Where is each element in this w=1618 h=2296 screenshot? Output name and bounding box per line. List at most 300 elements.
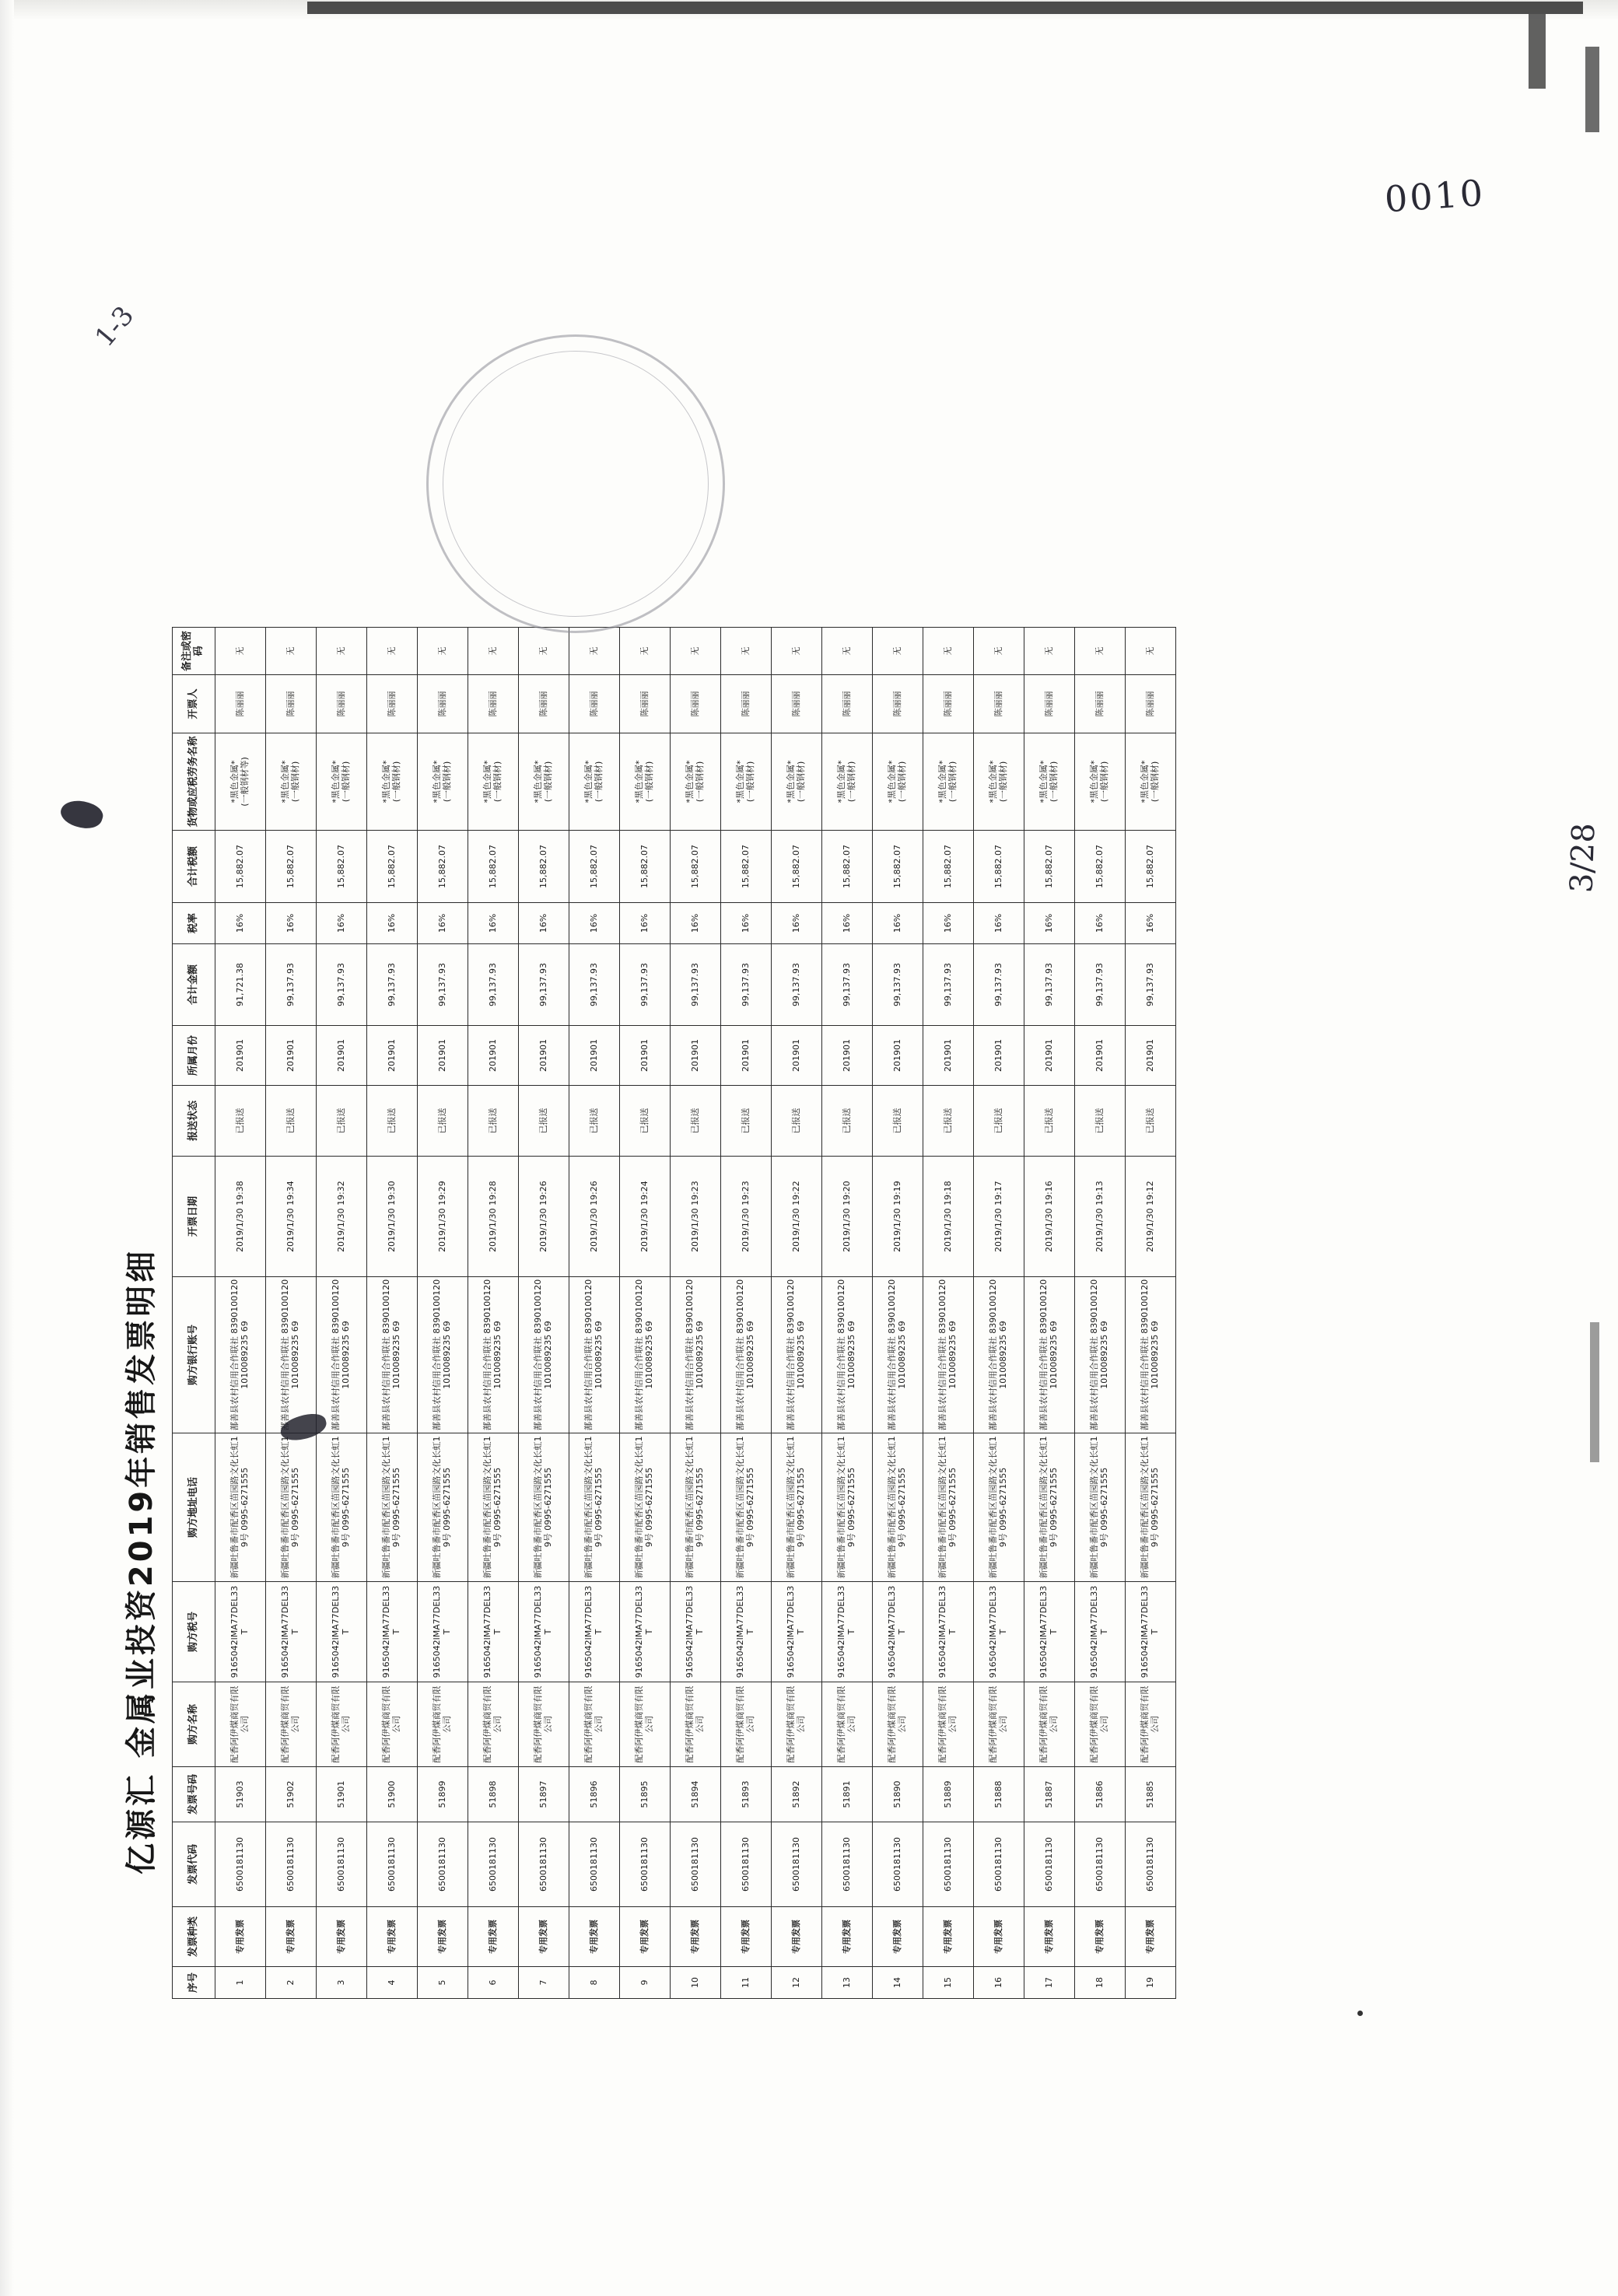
cell-goods-name: *黑色金属* (一般钢材) <box>923 733 974 831</box>
cell-invoice-number: 51897 <box>519 1767 569 1822</box>
cell-drawer: 陈丽丽 <box>569 675 620 733</box>
cell-buyer-tax-id: 9165042lMA77DEL33T <box>1075 1582 1126 1682</box>
cell-buyer-bank-account: 鄯善县农村信用合作联社 83901001201010089235 69 <box>468 1277 519 1433</box>
cell-period: 201901 <box>822 1026 873 1086</box>
cell-total-amount: 99,137.93 <box>1126 944 1176 1026</box>
cell-period: 201901 <box>519 1026 569 1086</box>
cell-buyer-name: 配香阿伊煤商贸有限公司 <box>620 1682 671 1767</box>
cell-buyer-address-phone: 新疆吐鲁番市配香区苗园路文化长虹19号 0995-6271555 <box>822 1433 873 1582</box>
cell-index: 5 <box>418 1967 468 1999</box>
cell-goods-name: *黑色金属* (一般钢材) <box>620 733 671 831</box>
cell-total-tax: 15,882.07 <box>721 831 772 903</box>
cell-index: 15 <box>923 1967 974 1999</box>
cell-remark: 无 <box>772 628 822 675</box>
cell-total-amount: 99,137.93 <box>873 944 923 1026</box>
cell-drawer: 陈丽丽 <box>367 675 418 733</box>
cell-buyer-bank-account: 鄯善县农村信用合作联社 83901001201010089235 69 <box>1024 1277 1075 1433</box>
cell-invoice-type: 专用发票 <box>367 1907 418 1967</box>
cell-buyer-tax-id: 9165042lMA77DEL33T <box>974 1582 1024 1682</box>
cell-goods-name: *黑色金属* (一般钢材) <box>317 733 367 831</box>
cell-buyer-name: 配香阿伊煤商贸有限公司 <box>772 1682 822 1767</box>
cell-index: 9 <box>620 1967 671 1999</box>
cell-buyer-bank-account: 鄯善县农村信用合作联社 83901001201010089235 69 <box>418 1277 468 1433</box>
cell-report-status: 已报送 <box>1075 1086 1126 1157</box>
cell-buyer-name: 配香阿伊煤商贸有限公司 <box>671 1682 721 1767</box>
cell-drawer: 陈丽丽 <box>822 675 873 733</box>
cell-goods-name: *黑色金属* (一般钢材) <box>822 733 873 831</box>
cell-report-status: 已报送 <box>317 1086 367 1157</box>
cell-total-amount: 99,137.93 <box>468 944 519 1026</box>
cell-remark: 无 <box>822 628 873 675</box>
cell-total-amount: 99,137.93 <box>519 944 569 1026</box>
cell-buyer-bank-account: 鄯善县农村信用合作联社 83901001201010089235 69 <box>923 1277 974 1433</box>
col-total-tax: 合计税额 <box>173 831 215 903</box>
cell-total-tax: 15,882.07 <box>317 831 367 903</box>
cell-invoice-code: 6500181130 <box>418 1822 468 1907</box>
table-row <box>1075 628 1126 1999</box>
cell-invoice-type: 专用发票 <box>468 1907 519 1967</box>
cell-drawer: 陈丽丽 <box>418 675 468 733</box>
cell-goods-name: *黑色金属* (一般钢材) <box>418 733 468 831</box>
cell-issue-date: 2019/1/30 19:17 <box>974 1157 1024 1277</box>
cell-report-status: 已报送 <box>266 1086 317 1157</box>
cell-invoice-code: 6500181130 <box>1126 1822 1176 1907</box>
cell-report-status: 已报送 <box>620 1086 671 1157</box>
table-head <box>173 628 215 1999</box>
cell-buyer-tax-id: 9165042lMA77DEL33T <box>418 1582 468 1682</box>
cell-period: 201901 <box>1075 1026 1126 1086</box>
cell-invoice-number: 51889 <box>923 1767 974 1822</box>
cell-remark: 无 <box>620 628 671 675</box>
cell-buyer-tax-id: 9165042lMA77DEL33T <box>822 1582 873 1682</box>
cell-index: 13 <box>822 1967 873 1999</box>
cell-buyer-tax-id: 9165042lMA77DEL33T <box>468 1582 519 1682</box>
cell-remark: 无 <box>974 628 1024 675</box>
cell-report-status: 已报送 <box>468 1086 519 1157</box>
cell-remark: 无 <box>367 628 418 675</box>
cell-buyer-name: 配香阿伊煤商贸有限公司 <box>1024 1682 1075 1767</box>
table-row <box>671 628 721 1999</box>
cell-buyer-bank-account: 鄯善县农村信用合作联社 83901001201010089235 69 <box>1126 1277 1176 1433</box>
cell-issue-date: 2019/1/30 19:26 <box>519 1157 569 1277</box>
cell-buyer-name: 配香阿伊煤商贸有限公司 <box>418 1682 468 1767</box>
cell-goods-name: *黑色金属* (一般钢材) <box>1075 733 1126 831</box>
table-row <box>620 628 671 1999</box>
cell-total-tax: 15,882.07 <box>367 831 418 903</box>
cell-period: 201901 <box>317 1026 367 1086</box>
cell-tax-rate: 16% <box>266 903 317 944</box>
cell-buyer-name: 配香阿伊煤商贸有限公司 <box>822 1682 873 1767</box>
rotated-sheet <box>117 0 1176 2116</box>
cell-buyer-address-phone: 新疆吐鲁番市配香区苗园路文化长虹19号 0995-6271555 <box>1126 1433 1176 1582</box>
col-buyer-bank-account: 购方银行账号 <box>173 1277 215 1433</box>
cell-invoice-number: 51898 <box>468 1767 519 1822</box>
cell-buyer-bank-account: 鄯善县农村信用合作联社 83901001201010089235 69 <box>671 1277 721 1433</box>
table-row <box>519 628 569 1999</box>
cell-index: 6 <box>468 1967 519 1999</box>
cell-drawer: 陈丽丽 <box>468 675 519 733</box>
cell-buyer-name: 配香阿伊煤商贸有限公司 <box>317 1682 367 1767</box>
cell-buyer-bank-account: 鄯善县农村信用合作联社 83901001201010089235 69 <box>367 1277 418 1433</box>
cell-report-status: 已报送 <box>671 1086 721 1157</box>
col-remark: 备注或密码 <box>173 628 215 675</box>
cell-remark: 无 <box>671 628 721 675</box>
cell-tax-rate: 16% <box>822 903 873 944</box>
cell-total-tax: 15,882.07 <box>418 831 468 903</box>
col-invoice-number: 发票号码 <box>173 1767 215 1822</box>
cell-buyer-address-phone: 新疆吐鲁番市配香区苗园路文化长虹19号 0995-6271555 <box>923 1433 974 1582</box>
cell-tax-rate: 16% <box>519 903 569 944</box>
cell-tax-rate: 16% <box>215 903 266 944</box>
cell-index: 14 <box>873 1967 923 1999</box>
cell-report-status: 已报送 <box>569 1086 620 1157</box>
cell-tax-rate: 16% <box>721 903 772 944</box>
col-index: 序号 <box>173 1967 215 1999</box>
cell-report-status: 已报送 <box>772 1086 822 1157</box>
cell-invoice-code: 6500181130 <box>671 1822 721 1907</box>
cell-invoice-type: 专用发票 <box>873 1907 923 1967</box>
cell-issue-date: 2019/1/30 19:16 <box>1024 1157 1075 1277</box>
col-buyer-name: 购方名称 <box>173 1682 215 1767</box>
cell-total-tax: 15,882.07 <box>1075 831 1126 903</box>
table-row <box>772 628 822 1999</box>
cell-invoice-code: 6500181130 <box>1075 1822 1126 1907</box>
cell-drawer: 陈丽丽 <box>1126 675 1176 733</box>
cell-goods-name: *黑色金属* (一般钢材) <box>1126 733 1176 831</box>
cell-index: 16 <box>974 1967 1024 1999</box>
cell-invoice-number: 51895 <box>620 1767 671 1822</box>
cell-buyer-tax-id: 9165042lMA77DEL33T <box>923 1582 974 1682</box>
cell-goods-name: *黑色金属* (一般钢材等) <box>215 733 266 831</box>
cell-total-tax: 15,882.07 <box>519 831 569 903</box>
cell-buyer-name: 配香阿伊煤商贸有限公司 <box>1075 1682 1126 1767</box>
table-row <box>721 628 772 1999</box>
table-row <box>923 628 974 1999</box>
cell-period: 201901 <box>671 1026 721 1086</box>
cell-buyer-bank-account: 鄯善县农村信用合作联社 83901001201010089235 69 <box>317 1277 367 1433</box>
cell-report-status: 已报送 <box>974 1086 1024 1157</box>
cell-report-status: 已报送 <box>1126 1086 1176 1157</box>
cell-invoice-type: 专用发票 <box>772 1907 822 1967</box>
cell-invoice-type: 专用发票 <box>671 1907 721 1967</box>
cell-invoice-number: 51893 <box>721 1767 772 1822</box>
scan-speck <box>1357 2011 1363 2016</box>
cell-buyer-address-phone: 新疆吐鲁番市配香区苗园路文化长虹19号 0995-6271555 <box>873 1433 923 1582</box>
table-row <box>569 628 620 1999</box>
cell-goods-name: *黑色金属* (一般钢材) <box>367 733 418 831</box>
cell-invoice-number: 51894 <box>671 1767 721 1822</box>
cell-tax-rate: 16% <box>923 903 974 944</box>
cell-drawer: 陈丽丽 <box>620 675 671 733</box>
table-row <box>418 628 468 1999</box>
cell-invoice-type: 专用发票 <box>620 1907 671 1967</box>
cell-invoice-type: 专用发票 <box>1126 1907 1176 1967</box>
cell-tax-rate: 16% <box>772 903 822 944</box>
cell-buyer-bank-account: 鄯善县农村信用合作联社 83901001201010089235 69 <box>772 1277 822 1433</box>
cell-buyer-address-phone: 新疆吐鲁番市配香区苗园路文化长虹19号 0995-6271555 <box>1075 1433 1126 1582</box>
cell-invoice-type: 专用发票 <box>266 1907 317 1967</box>
cell-issue-date: 2019/1/30 19:29 <box>418 1157 468 1277</box>
cell-goods-name: *黑色金属* (一般钢材) <box>266 733 317 831</box>
cell-buyer-tax-id: 9165042lMA77DEL33T <box>266 1582 317 1682</box>
cell-invoice-number: 51892 <box>772 1767 822 1822</box>
cell-invoice-code: 6500181130 <box>215 1822 266 1907</box>
cell-goods-name: *黑色金属* (一般钢材) <box>1024 733 1075 831</box>
cell-remark: 无 <box>317 628 367 675</box>
cell-total-tax: 15,882.07 <box>620 831 671 903</box>
cell-index: 18 <box>1075 1967 1126 1999</box>
cell-index: 1 <box>215 1967 266 1999</box>
cell-period: 201901 <box>468 1026 519 1086</box>
cell-buyer-name: 配香阿伊煤商贸有限公司 <box>266 1682 317 1767</box>
cell-remark: 无 <box>1126 628 1176 675</box>
cell-invoice-type: 专用发票 <box>569 1907 620 1967</box>
cell-buyer-tax-id: 9165042lMA77DEL33T <box>569 1582 620 1682</box>
cell-drawer: 陈丽丽 <box>317 675 367 733</box>
cell-buyer-address-phone: 新疆吐鲁番市配香区苗园路文化长虹19号 0995-6271555 <box>974 1433 1024 1582</box>
table-row <box>1126 628 1176 1999</box>
cell-buyer-tax-id: 9165042lMA77DEL33T <box>772 1582 822 1682</box>
cell-invoice-code: 6500181130 <box>468 1822 519 1907</box>
cell-total-amount: 99,137.93 <box>1075 944 1126 1026</box>
cell-index: 11 <box>721 1967 772 1999</box>
cell-invoice-code: 6500181130 <box>822 1822 873 1907</box>
cell-goods-name: *黑色金属* (一般钢材) <box>671 733 721 831</box>
cell-remark: 无 <box>1075 628 1126 675</box>
cell-total-amount: 99,137.93 <box>266 944 317 1026</box>
cell-buyer-address-phone: 新疆吐鲁番市配香区苗园路文化长虹19号 0995-6271555 <box>215 1433 266 1582</box>
cell-total-amount: 99,137.93 <box>923 944 974 1026</box>
cell-period: 201901 <box>620 1026 671 1086</box>
cell-tax-rate: 16% <box>418 903 468 944</box>
cell-drawer: 陈丽丽 <box>923 675 974 733</box>
cell-buyer-name: 配香阿伊煤商贸有限公司 <box>873 1682 923 1767</box>
cell-total-amount: 99,137.93 <box>974 944 1024 1026</box>
col-report-status: 报送状态 <box>173 1086 215 1157</box>
cell-buyer-address-phone: 新疆吐鲁番市配香区苗园路文化长虹19号 0995-6271555 <box>317 1433 367 1582</box>
cell-buyer-address-phone: 新疆吐鲁番市配香区苗园路文化长虹19号 0995-6271555 <box>519 1433 569 1582</box>
cell-tax-rate: 16% <box>1126 903 1176 944</box>
cell-buyer-address-phone: 新疆吐鲁番市配香区苗园路文化长虹19号 0995-6271555 <box>620 1433 671 1582</box>
cell-issue-date: 2019/1/30 19:30 <box>367 1157 418 1277</box>
cell-invoice-number: 51901 <box>317 1767 367 1822</box>
cell-buyer-name: 配香阿伊煤商贸有限公司 <box>721 1682 772 1767</box>
cell-report-status: 已报送 <box>519 1086 569 1157</box>
cell-invoice-number: 51891 <box>822 1767 873 1822</box>
cell-total-tax: 15,882.07 <box>1024 831 1075 903</box>
cell-total-amount: 99,137.93 <box>569 944 620 1026</box>
cell-total-tax: 15,882.07 <box>266 831 317 903</box>
handwritten-page-stamp: 0010 <box>1383 171 1487 221</box>
cell-period: 201901 <box>367 1026 418 1086</box>
cell-tax-rate: 16% <box>620 903 671 944</box>
cell-total-tax: 15,882.07 <box>671 831 721 903</box>
cell-buyer-address-phone: 新疆吐鲁番市配香区苗园路文化长虹19号 0995-6271555 <box>772 1433 822 1582</box>
cell-invoice-number: 51899 <box>418 1767 468 1822</box>
cell-invoice-code: 6500181130 <box>620 1822 671 1907</box>
cell-total-tax: 15,882.07 <box>569 831 620 903</box>
cell-issue-date: 2019/1/30 19:28 <box>468 1157 519 1277</box>
cell-buyer-address-phone: 新疆吐鲁番市配香区苗园路文化长虹19号 0995-6271555 <box>1024 1433 1075 1582</box>
table-header-row <box>173 628 215 1999</box>
cell-tax-rate: 16% <box>671 903 721 944</box>
cell-goods-name: *黑色金属* (一般钢材) <box>873 733 923 831</box>
cell-issue-date: 2019/1/30 19:24 <box>620 1157 671 1277</box>
cell-report-status: 已报送 <box>367 1086 418 1157</box>
cell-buyer-address-phone: 新疆吐鲁番市配香区苗园路文化长虹19号 0995-6271555 <box>468 1433 519 1582</box>
cell-invoice-code: 6500181130 <box>367 1822 418 1907</box>
cell-remark: 无 <box>569 628 620 675</box>
cell-invoice-code: 6500181130 <box>873 1822 923 1907</box>
cell-total-tax: 15,882.07 <box>468 831 519 903</box>
cell-issue-date: 2019/1/30 19:20 <box>822 1157 873 1277</box>
cell-invoice-type: 专用发票 <box>974 1907 1024 1967</box>
cell-index: 4 <box>367 1967 418 1999</box>
cell-buyer-tax-id: 9165042lMA77DEL33T <box>721 1582 772 1682</box>
cell-period: 201901 <box>1024 1026 1075 1086</box>
cell-invoice-type: 专用发票 <box>519 1907 569 1967</box>
cell-tax-rate: 16% <box>317 903 367 944</box>
cell-buyer-address-phone: 新疆吐鲁番市配香区苗园路文化长虹19号 0995-6271555 <box>721 1433 772 1582</box>
cell-issue-date: 2019/1/30 19:18 <box>923 1157 974 1277</box>
table-row <box>822 628 873 1999</box>
cell-remark: 无 <box>519 628 569 675</box>
invoice-detail-table <box>172 627 1176 1999</box>
cell-period: 201901 <box>1126 1026 1176 1086</box>
cell-buyer-bank-account: 鄯善县农村信用合作联社 83901001201010089235 69 <box>266 1277 317 1433</box>
cell-invoice-type: 专用发票 <box>317 1907 367 1967</box>
cell-total-amount: 99,137.93 <box>721 944 772 1026</box>
cell-invoice-type: 专用发票 <box>418 1907 468 1967</box>
cell-buyer-name: 配香阿伊煤商贸有限公司 <box>519 1682 569 1767</box>
cell-total-tax: 15,882.07 <box>822 831 873 903</box>
cell-total-tax: 15,882.07 <box>772 831 822 903</box>
cell-buyer-tax-id: 9165042lMA77DEL33T <box>1024 1582 1075 1682</box>
cell-invoice-code: 6500181130 <box>317 1822 367 1907</box>
cell-invoice-number: 51896 <box>569 1767 620 1822</box>
cell-tax-rate: 16% <box>569 903 620 944</box>
cell-report-status: 已报送 <box>215 1086 266 1157</box>
cell-drawer: 陈丽丽 <box>671 675 721 733</box>
col-issue-date: 开票日期 <box>173 1157 215 1277</box>
cell-total-amount: 99,137.93 <box>671 944 721 1026</box>
col-total-amount: 合计金额 <box>173 944 215 1026</box>
cell-invoice-type: 专用发票 <box>721 1907 772 1967</box>
cell-drawer: 陈丽丽 <box>1024 675 1075 733</box>
cell-period: 201901 <box>923 1026 974 1086</box>
cell-buyer-tax-id: 9165042lMA77DEL33T <box>620 1582 671 1682</box>
cell-invoice-type: 专用发票 <box>822 1907 873 1967</box>
edge-artifact-1 <box>1585 47 1599 132</box>
cell-period: 201901 <box>569 1026 620 1086</box>
cell-goods-name: *黑色金属* (一般钢材) <box>721 733 772 831</box>
cell-buyer-tax-id: 9165042lMA77DEL33T <box>215 1582 266 1682</box>
cell-index: 2 <box>266 1967 317 1999</box>
cell-issue-date: 2019/1/30 19:38 <box>215 1157 266 1277</box>
cell-total-amount: 99,137.93 <box>620 944 671 1026</box>
cell-report-status: 已报送 <box>822 1086 873 1157</box>
cell-total-amount: 99,137.93 <box>772 944 822 1026</box>
cell-buyer-name: 配香阿伊煤商贸有限公司 <box>367 1682 418 1767</box>
cell-invoice-type: 专用发票 <box>923 1907 974 1967</box>
table-row <box>873 628 923 1999</box>
cell-period: 201901 <box>873 1026 923 1086</box>
cell-index: 12 <box>772 1967 822 1999</box>
table-row <box>215 628 266 1999</box>
page-title: 亿源汇 金属业投资2019年销售发票明细 <box>124 1248 159 1874</box>
cell-period: 201901 <box>418 1026 468 1086</box>
cell-goods-name: *黑色金属* (一般钢材) <box>772 733 822 831</box>
cell-remark: 无 <box>923 628 974 675</box>
cell-tax-rate: 16% <box>468 903 519 944</box>
cell-remark: 无 <box>418 628 468 675</box>
cell-buyer-bank-account: 鄯善县农村信用合作联社 83901001201010089235 69 <box>519 1277 569 1433</box>
cell-invoice-type: 专用发票 <box>1075 1907 1126 1967</box>
cell-total-amount: 91,721.38 <box>215 944 266 1026</box>
cell-buyer-name: 配香阿伊煤商贸有限公司 <box>923 1682 974 1767</box>
cell-drawer: 陈丽丽 <box>974 675 1024 733</box>
cell-buyer-bank-account: 鄯善县农村信用合作联社 83901001201010089235 69 <box>215 1277 266 1433</box>
col-buyer-address-phone: 购方地址电话 <box>173 1433 215 1582</box>
table-row <box>266 628 317 1999</box>
edge-artifact-2 <box>1590 1322 1599 1462</box>
cell-index: 10 <box>671 1967 721 1999</box>
cell-period: 201901 <box>772 1026 822 1086</box>
cell-drawer: 陈丽丽 <box>215 675 266 733</box>
cell-total-tax: 15,882.07 <box>974 831 1024 903</box>
cell-drawer: 陈丽丽 <box>873 675 923 733</box>
cell-buyer-address-phone: 新疆吐鲁番市配香区苗园路文化长虹19号 0995-6271555 <box>418 1433 468 1582</box>
cell-drawer: 陈丽丽 <box>519 675 569 733</box>
cell-index: 19 <box>1126 1967 1176 1999</box>
cell-invoice-code: 6500181130 <box>772 1822 822 1907</box>
cell-drawer: 陈丽丽 <box>772 675 822 733</box>
cell-invoice-code: 6500181130 <box>519 1822 569 1907</box>
cell-invoice-number: 51902 <box>266 1767 317 1822</box>
col-invoice-type: 发票种类 <box>173 1907 215 1967</box>
cell-total-amount: 99,137.93 <box>367 944 418 1026</box>
cell-issue-date: 2019/1/30 19:22 <box>772 1157 822 1277</box>
cell-issue-date: 2019/1/30 19:19 <box>873 1157 923 1277</box>
cell-report-status: 已报送 <box>418 1086 468 1157</box>
cell-buyer-tax-id: 9165042lMA77DEL33T <box>519 1582 569 1682</box>
cell-buyer-bank-account: 鄯善县农村信用合作联社 83901001201010089235 69 <box>822 1277 873 1433</box>
cell-index: 3 <box>317 1967 367 1999</box>
table-row <box>1024 628 1075 1999</box>
cell-invoice-code: 6500181130 <box>974 1822 1024 1907</box>
cell-drawer: 陈丽丽 <box>266 675 317 733</box>
cell-period: 201901 <box>974 1026 1024 1086</box>
cell-goods-name: *黑色金属* (一般钢材) <box>569 733 620 831</box>
cell-invoice-number: 51885 <box>1126 1767 1176 1822</box>
cell-tax-rate: 16% <box>1075 903 1126 944</box>
cell-invoice-code: 6500181130 <box>569 1822 620 1907</box>
cell-invoice-number: 51886 <box>1075 1767 1126 1822</box>
cell-total-tax: 15,882.07 <box>215 831 266 903</box>
cell-issue-date: 2019/1/30 19:12 <box>1126 1157 1176 1277</box>
cell-buyer-address-phone: 新疆吐鲁番市配香区苗园路文化长虹19号 0995-6271555 <box>671 1433 721 1582</box>
cell-issue-date: 2019/1/30 19:26 <box>569 1157 620 1277</box>
col-invoice-code: 发票代码 <box>173 1822 215 1907</box>
cell-tax-rate: 16% <box>367 903 418 944</box>
col-tax-rate: 税率 <box>173 903 215 944</box>
cell-invoice-type: 专用发票 <box>1024 1907 1075 1967</box>
cell-invoice-code: 6500181130 <box>721 1822 772 1907</box>
cell-report-status: 已报送 <box>1024 1086 1075 1157</box>
cell-goods-name: *黑色金属* (一般钢材) <box>974 733 1024 831</box>
cell-period: 201901 <box>215 1026 266 1086</box>
cell-buyer-bank-account: 鄯善县农村信用合作联社 83901001201010089235 69 <box>721 1277 772 1433</box>
